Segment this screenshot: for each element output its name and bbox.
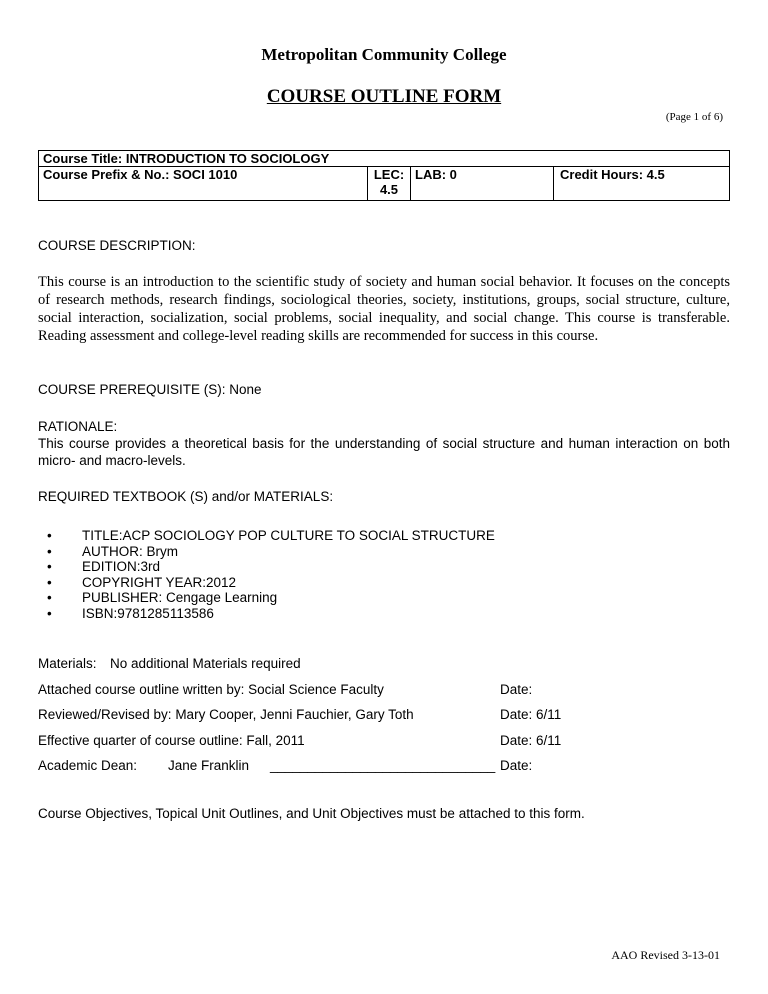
materials-value: No additional Materials required	[110, 656, 301, 671]
attachment-note: Course Objectives, Topical Unit Outlines, and Unit Objectives must be attached to this form.	[38, 806, 585, 821]
list-item: • AUTHOR: Brym	[82, 544, 495, 560]
dean-signature-line: ______________________________	[270, 758, 496, 773]
dean-label: Academic Dean:	[38, 758, 138, 773]
written-by-row	[38, 681, 730, 698]
list-item: • ISBN:9781285113586	[82, 606, 495, 622]
textbook-list	[38, 528, 495, 621]
reviewed-by: Reviewed/Revised by: Mary Cooper, Jenni Fauchier, Gary Toth	[38, 707, 414, 722]
list-item: • PUBLISHER: Cengage Learning	[82, 590, 495, 606]
prerequisite: COURSE PREREQUISITE (S): None	[38, 382, 262, 397]
rationale-heading: RATIONALE:	[38, 419, 118, 434]
list-item: • EDITION:3rd	[82, 559, 495, 575]
revised-footer: AAO Revised 3-13-01	[611, 948, 720, 962]
credit-hours-cell: Credit Hours: 4.5	[554, 167, 730, 201]
materials-row	[38, 655, 730, 672]
page-number: (Page 1 of 6)	[665, 111, 723, 123]
dean-row	[38, 757, 730, 774]
rationale-text: This course provides a theoretical basis for the understanding of social structure and human interaction on both micro- and macro-levels.	[38, 436, 730, 468]
college-name: Metropolitan Community College	[261, 45, 507, 64]
form-title: COURSE OUTLINE FORM	[266, 86, 502, 107]
effective-quarter: Effective quarter of course outline: Fall, 2011	[38, 733, 305, 748]
description-text: This course is an introduction to the scientific study of society and human social behavior. It focuses on the concepts of research methods, research findings, sociological theories, society, institutions, groups, social structure, culture, social interaction, socialization, social problems, social inequality, and social change. This course is transferable. Reading assessment and college-level reading skills are recommended for success in this course.	[38, 274, 730, 344]
materials-label: Materials:	[38, 656, 97, 671]
list-item: • TITLE:ACP SOCIOLOGY POP CULTURE TO SOCIAL STRUCTURE	[82, 528, 495, 544]
course-info-table	[38, 150, 730, 201]
list-item: • COPYRIGHT YEAR:2012	[82, 575, 495, 591]
course-prefix-cell: Course Prefix & No.: SOCI 1010	[39, 167, 368, 201]
course-title-cell: Course Title: INTRODUCTION TO SOCIOLOGY	[39, 151, 730, 167]
lab-cell: LAB: 0	[411, 167, 554, 201]
effective-date: Date: 6/11	[500, 733, 562, 748]
description-heading: COURSE DESCRIPTION:	[38, 238, 196, 253]
lec-label: LEC:	[373, 167, 405, 182]
written-date: Date:	[500, 682, 533, 697]
dean-date: Date:	[500, 758, 533, 773]
reviewed-row	[38, 706, 730, 723]
written-by: Attached course outline written by: Social Science Faculty	[38, 682, 384, 697]
dean-name: Jane Franklin	[168, 758, 250, 773]
lec-value: 4.5	[379, 182, 399, 197]
textbook-heading: REQUIRED TEXTBOOK (S) and/or MATERIALS:	[38, 489, 334, 504]
effective-row	[38, 732, 730, 749]
lec-cell	[368, 167, 411, 201]
reviewed-date: Date: 6/11	[500, 707, 562, 722]
